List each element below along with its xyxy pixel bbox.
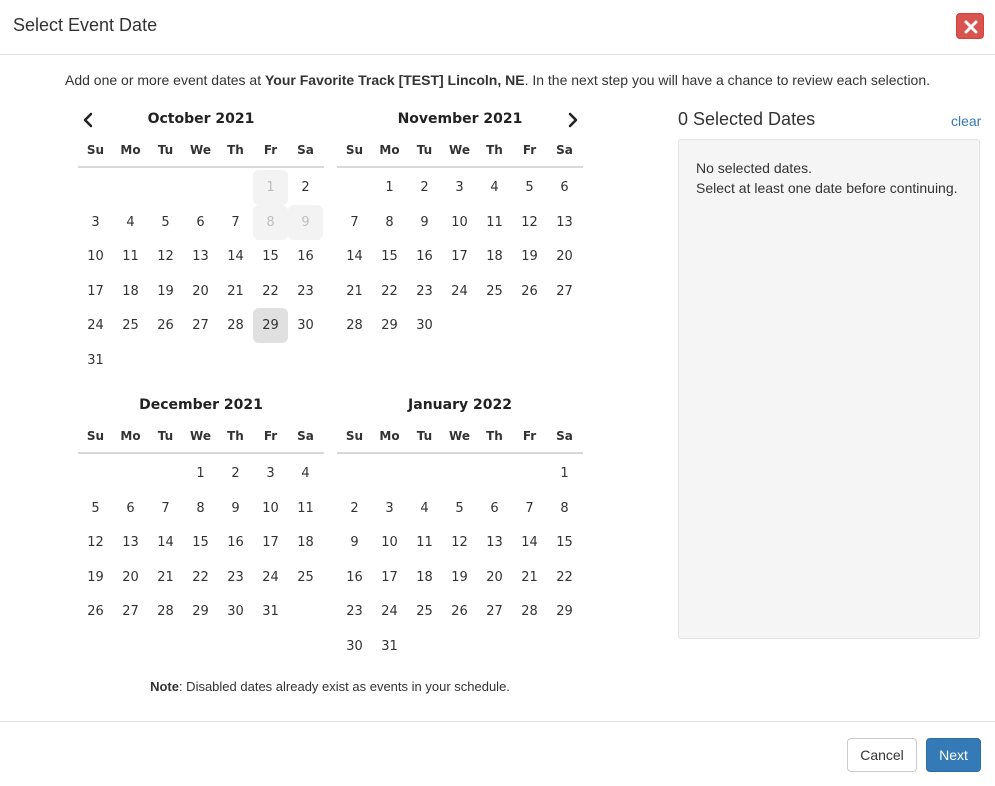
calendar-day[interactable]: 6 xyxy=(126,500,135,516)
calendar-day[interactable]: 20 xyxy=(192,283,209,299)
month-title: January 2022 xyxy=(408,397,512,413)
calendar-day[interactable]: 13 xyxy=(556,214,573,230)
calendar-day[interactable]: 11 xyxy=(297,500,314,516)
weekday-label: Sa xyxy=(297,429,314,443)
calendar-day[interactable]: 11 xyxy=(416,535,433,551)
clear-selection-link[interactable]: clear xyxy=(951,113,982,129)
calendar-day[interactable]: 22 xyxy=(262,283,279,299)
weekday-header-row xyxy=(337,421,583,454)
calendar-day[interactable]: 21 xyxy=(521,569,538,585)
modal-header xyxy=(0,0,995,55)
calendar-day[interactable]: 7 xyxy=(525,500,534,516)
weekday-label: Tu xyxy=(157,429,174,443)
intro-text xyxy=(0,72,995,88)
calendar-day[interactable]: 16 xyxy=(227,535,244,551)
calendar-day[interactable]: 1 xyxy=(560,466,569,481)
calendar-day[interactable]: 4 xyxy=(301,466,310,481)
calendar-day[interactable]: 20 xyxy=(556,249,573,265)
calendar-day[interactable]: 9 xyxy=(350,535,359,551)
weekday-header-row xyxy=(78,421,324,454)
weekday-label: We xyxy=(190,429,211,443)
close-button[interactable] xyxy=(956,13,984,39)
calendar-day[interactable]: 21 xyxy=(346,283,363,299)
calendar-day[interactable]: 27 xyxy=(486,604,503,620)
calendar-day[interactable]: 2 xyxy=(350,500,359,516)
calendar-day[interactable]: 8 xyxy=(385,214,394,230)
calendar-day[interactable]: 11 xyxy=(122,249,139,265)
calendar-day[interactable]: 21 xyxy=(227,283,244,299)
calendar-day[interactable]: 19 xyxy=(451,569,468,585)
calendar-day[interactable]: 26 xyxy=(521,283,538,299)
calendar-day[interactable]: 28 xyxy=(521,604,538,620)
calendar-day[interactable]: 22 xyxy=(556,569,573,585)
weekday-label: Th xyxy=(486,429,503,443)
calendar-day[interactable]: 14 xyxy=(227,249,244,265)
calendar-day[interactable]: 28 xyxy=(227,318,244,334)
calendar-day[interactable]: 13 xyxy=(122,535,139,551)
calendar-day[interactable]: 22 xyxy=(192,569,209,585)
calendar-day[interactable]: 12 xyxy=(451,535,468,551)
weekday-label: Tu xyxy=(157,143,174,157)
calendar-day[interactable]: 9 xyxy=(231,500,240,516)
calendar-day[interactable]: 16 xyxy=(297,249,314,265)
next-button[interactable]: Next xyxy=(926,738,981,772)
weekday-header-row xyxy=(337,135,583,168)
calendar-day[interactable]: 24 xyxy=(87,318,104,334)
calendar-day[interactable]: 23 xyxy=(416,283,433,299)
weekday-label: We xyxy=(190,143,211,157)
weekday-label: Fr xyxy=(522,429,537,443)
disabled-dates-note xyxy=(0,679,660,694)
weekday-label: Su xyxy=(86,143,105,157)
calendar-day[interactable]: 2 xyxy=(420,180,429,195)
weekday-label: Sa xyxy=(297,143,314,157)
calendar-day[interactable]: 17 xyxy=(262,535,279,551)
calendar-day[interactable]: 2 xyxy=(301,180,310,195)
calendar-day[interactable]: 23 xyxy=(346,604,363,620)
modal-title: Select Event Date xyxy=(13,15,158,35)
calendar-day[interactable]: 26 xyxy=(157,318,174,334)
weekday-header-row xyxy=(78,135,324,168)
calendar-day[interactable]: 27 xyxy=(122,604,139,620)
weekday-label: Th xyxy=(486,143,503,157)
times-icon xyxy=(964,20,978,34)
weekday-label: Su xyxy=(86,429,105,443)
modal-footer xyxy=(0,721,995,786)
calendar-day[interactable]: 13 xyxy=(486,535,503,551)
calendar-day[interactable]: 16 xyxy=(346,569,363,585)
note-text: : Disabled dates already exist as events in your schedule. xyxy=(178,679,510,694)
calendar-day[interactable]: 14 xyxy=(157,535,174,551)
calendar-day[interactable]: 29 xyxy=(253,308,288,343)
calendar-day[interactable]: 6 xyxy=(560,180,569,195)
calendar-day[interactable]: 25 xyxy=(122,318,139,334)
calendar-day[interactable]: 7 xyxy=(161,500,170,516)
weekday-label: Mo xyxy=(120,143,141,157)
calendar-day[interactable]: 2 xyxy=(231,466,240,481)
calendar-day-disabled: 8 xyxy=(253,205,288,240)
calendar-day[interactable]: 4 xyxy=(420,500,429,516)
month-title: November 2021 xyxy=(397,111,523,127)
weekday-label: Su xyxy=(345,143,364,157)
weekday-label: We xyxy=(449,429,470,443)
calendar-day[interactable]: 8 xyxy=(196,500,205,516)
calendar-day[interactable]: 13 xyxy=(192,249,209,265)
calendar-day[interactable]: 24 xyxy=(381,604,398,620)
month-title: October 2021 xyxy=(147,111,255,127)
calendar-day[interactable]: 6 xyxy=(490,500,499,516)
calendar-day[interactable]: 28 xyxy=(346,318,363,334)
calendar-day[interactable]: 18 xyxy=(486,249,503,265)
calendar-day[interactable]: 12 xyxy=(521,214,538,230)
intro-prefix: Add one or more event dates at xyxy=(64,72,265,88)
weekday-label: Fr xyxy=(263,143,278,157)
calendar-day[interactable]: 11 xyxy=(486,214,503,230)
calendar-day[interactable]: 29 xyxy=(556,604,573,620)
selected-dates-title: 0 Selected Dates xyxy=(678,109,816,129)
calendar-day[interactable]: 14 xyxy=(521,535,538,551)
calendar-day[interactable]: 12 xyxy=(157,249,174,265)
calendar-day[interactable]: 31 xyxy=(381,639,398,654)
calendar-day[interactable]: 22 xyxy=(381,283,398,299)
calendar-day[interactable]: 16 xyxy=(416,249,433,265)
calendar-day[interactable]: 25 xyxy=(297,569,314,585)
calendar-day[interactable]: 26 xyxy=(451,604,468,620)
calendar-day[interactable]: 7 xyxy=(231,214,240,230)
calendar-day[interactable]: 10 xyxy=(87,249,104,265)
intro-suffix: . In the next step you will have a chance to review each selection. xyxy=(524,72,931,88)
calendar-day[interactable]: 19 xyxy=(87,569,104,585)
calendar-day[interactable]: 17 xyxy=(381,569,398,585)
calendar-day[interactable]: 5 xyxy=(161,214,170,230)
month-title: December 2021 xyxy=(139,397,263,413)
note-label: Note xyxy=(150,679,179,694)
calendar-day[interactable]: 6 xyxy=(196,214,205,230)
calendar-day[interactable]: 27 xyxy=(192,318,209,334)
weekday-label: Fr xyxy=(263,429,278,443)
calendar-day[interactable]: 10 xyxy=(381,535,398,551)
weekday-label: Su xyxy=(345,429,364,443)
calendar-day[interactable]: 12 xyxy=(87,535,104,551)
selected-dates-panel xyxy=(678,139,980,639)
calendar-day[interactable]: 26 xyxy=(87,604,104,620)
calendar-day[interactable]: 29 xyxy=(192,604,209,620)
calendar-day-disabled: 1 xyxy=(253,170,288,205)
calendar-day[interactable]: 23 xyxy=(227,569,244,585)
calendar-day[interactable]: 8 xyxy=(560,500,569,516)
calendar-day[interactable]: 18 xyxy=(122,283,139,299)
calendar-day[interactable]: 1 xyxy=(196,466,205,481)
calendar-day[interactable]: 19 xyxy=(521,249,538,265)
calendar-day[interactable]: 17 xyxy=(451,249,468,265)
weekday-label: Tu xyxy=(416,143,433,157)
calendar-day[interactable]: 27 xyxy=(556,283,573,299)
calendar-day[interactable]: 31 xyxy=(87,353,104,368)
calendar-day[interactable]: 30 xyxy=(227,604,244,620)
calendar-day-disabled: 9 xyxy=(288,205,323,240)
calendar-day[interactable]: 15 xyxy=(262,249,279,265)
calendar-day[interactable]: 20 xyxy=(486,569,503,585)
calendar-day[interactable]: 5 xyxy=(525,180,534,195)
cancel-button[interactable]: Cancel xyxy=(847,738,917,772)
calendar-day[interactable]: 1 xyxy=(385,180,394,195)
calendar-day[interactable]: 4 xyxy=(490,180,499,195)
weekday-label: Sa xyxy=(556,429,573,443)
calendar-day[interactable]: 3 xyxy=(385,500,394,516)
calendar-day[interactable]: 18 xyxy=(416,569,433,585)
calendar-day[interactable]: 18 xyxy=(297,535,314,551)
calendar-day[interactable]: 14 xyxy=(346,249,363,265)
calendar-day[interactable]: 5 xyxy=(91,500,100,516)
calendar-day[interactable]: 24 xyxy=(451,283,468,299)
weekday-label: We xyxy=(449,143,470,157)
calendar-day[interactable]: 30 xyxy=(346,639,363,654)
calendar-day[interactable]: 24 xyxy=(262,569,279,585)
calendar-day[interactable]: 30 xyxy=(416,318,433,334)
calendar-day[interactable]: 30 xyxy=(297,318,314,334)
calendar-day[interactable]: 10 xyxy=(262,500,279,516)
weekday-label: Mo xyxy=(120,429,141,443)
weekday-label: Mo xyxy=(379,143,400,157)
calendar-day[interactable]: 3 xyxy=(266,466,275,481)
calendar-day[interactable]: 19 xyxy=(157,283,174,299)
calendar-day[interactable]: 3 xyxy=(455,180,464,195)
weekday-label: Th xyxy=(227,143,244,157)
calendar-day[interactable]: 5 xyxy=(455,500,464,516)
calendar-day[interactable]: 25 xyxy=(486,283,503,299)
calendar-day[interactable]: 31 xyxy=(262,604,279,620)
calendar-day[interactable]: 15 xyxy=(556,535,573,551)
calendar-day[interactable]: 25 xyxy=(416,604,433,620)
empty-selection-hint: Select at least one date before continuing. xyxy=(696,180,958,196)
venue-name: Your Favorite Track [TEST] Lincoln, NE xyxy=(265,72,525,88)
weekday-label: Fr xyxy=(522,143,537,157)
weekday-label: Th xyxy=(227,429,244,443)
calendar-day[interactable]: 7 xyxy=(350,214,359,230)
calendar-day[interactable]: 21 xyxy=(157,569,174,585)
weekday-label: Sa xyxy=(556,143,573,157)
calendar-day[interactable]: 10 xyxy=(451,214,468,230)
calendar-day[interactable]: 20 xyxy=(122,569,139,585)
weekday-label: Tu xyxy=(416,429,433,443)
calendar-day[interactable]: 9 xyxy=(420,214,429,230)
calendar-day[interactable]: 3 xyxy=(91,214,100,230)
weekday-label: Mo xyxy=(379,429,400,443)
calendar-day[interactable]: 4 xyxy=(126,214,135,230)
empty-selection-message: No selected dates. xyxy=(696,160,812,176)
calendar-day[interactable]: 15 xyxy=(381,249,398,265)
calendar-day[interactable]: 17 xyxy=(87,283,104,299)
calendar-day[interactable]: 23 xyxy=(297,283,314,299)
calendar-day[interactable]: 15 xyxy=(192,535,209,551)
calendar-day[interactable]: 29 xyxy=(381,318,398,334)
calendar-day[interactable]: 28 xyxy=(157,604,174,620)
